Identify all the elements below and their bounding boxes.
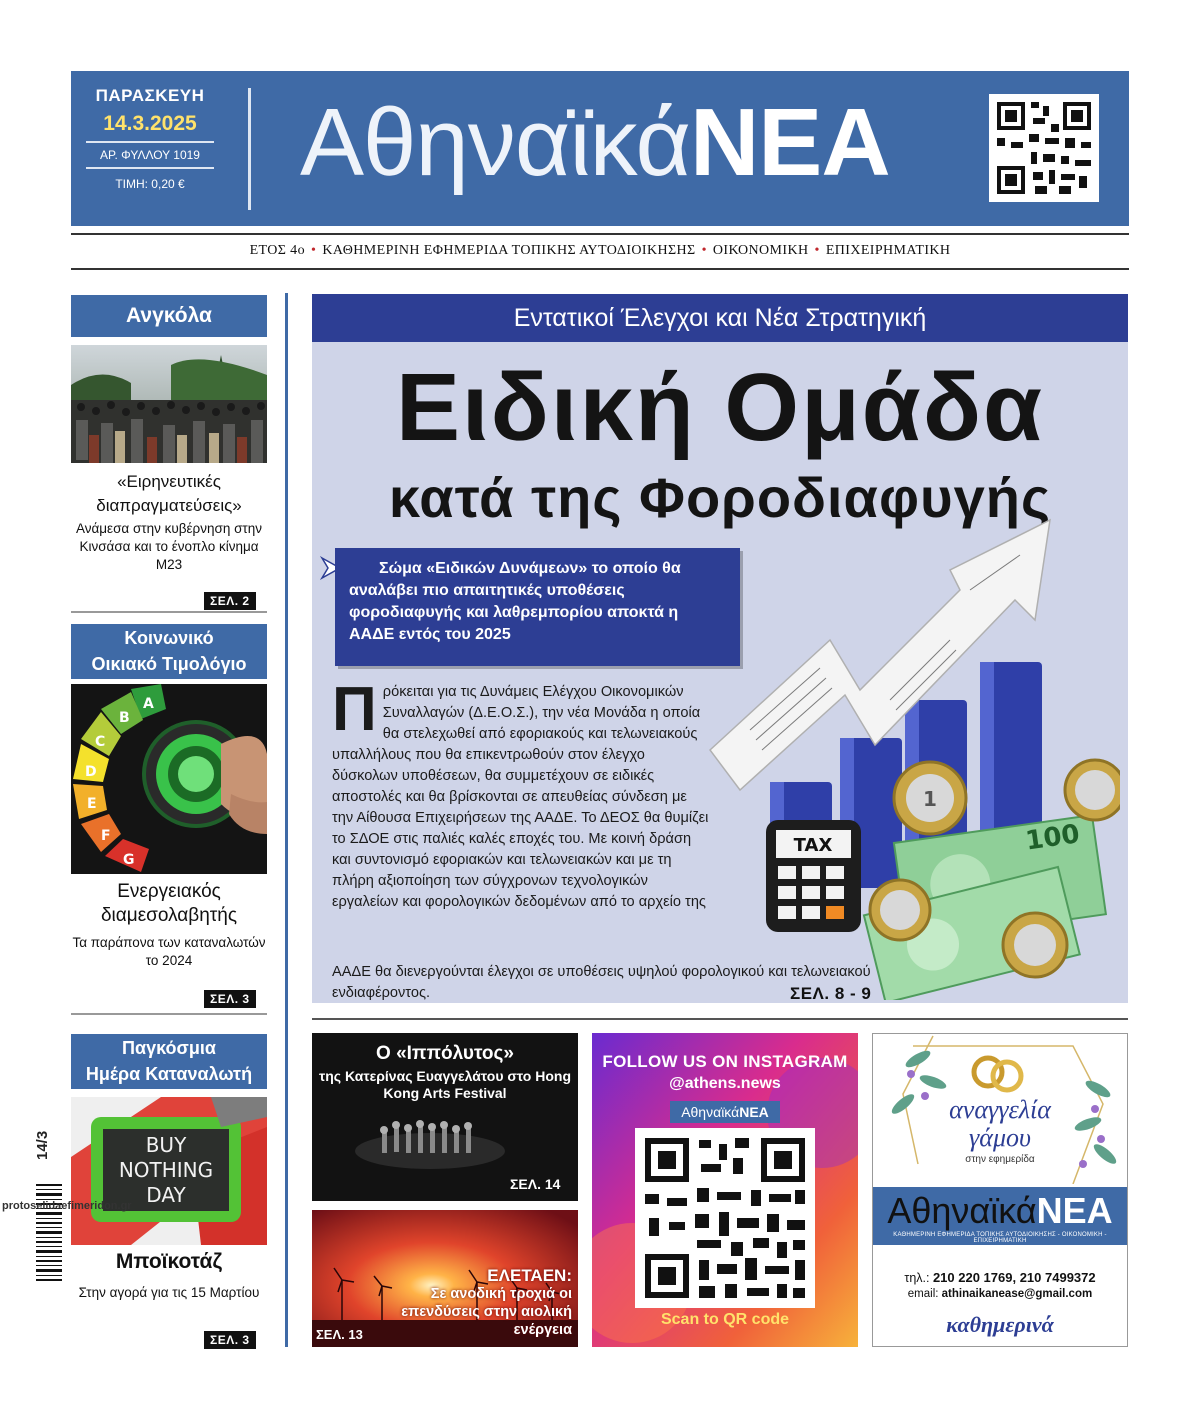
wedding-subtitle: στην εφημερίδα [965,1154,1035,1165]
divider [86,167,214,169]
consumer-subtitle: Στην αγορά για τις 15 Μαρτίου [78,1285,260,1300]
divider [71,611,267,613]
tagline-economic: ΟΙΚΟΝΟΜΙΚΗ [712,243,809,258]
sign-line-day: DAY [146,1183,186,1207]
main-body-tail: ΑΑΔΕ θα διενεργούνται έλεγχοι σε υποθέσεις υψηλού φορολογικού και τελωνειακού ενδιαφέροντος. [332,964,871,1001]
main-summary-text: Σώμα «Ειδικών Δυνάμεων» το οποίο θα αναλάβει πιο απαιτητικές υποθέσεις φοροδιαφυγής και λαθρεμπορίου αποκτά η ΑΑΔΕ εντός του 2025 [349,560,681,643]
wedding-title [872,1096,1128,1152]
logo-bold-text: ΝΕΑ [1036,1190,1113,1231]
barcode-icon [34,1180,64,1290]
date-box [80,80,220,210]
phone-label: τηλ.: [904,1271,930,1285]
energy-label-c: C [95,734,106,750]
phone-numbers: 210 220 1769, 210 7499372 [932,1270,1096,1285]
hippolytus-subtitle: της Κατερίνας Ευαγγελάτου στο Hong Kong Arts Festival [319,1068,571,1101]
main-subheadline[interactable]: κατά της Φοροδιαφυγής [388,466,1052,529]
energy-label-d: D [85,764,97,780]
masthead-divider [248,88,251,210]
main-kicker[interactable]: Εντατικοί Έλεγχοι και Νέα Στρατηγική [312,294,1128,342]
banknote-value: 100 [1023,819,1082,857]
price: ΤΙΜΗ: 0,20 € [115,177,185,191]
logo-bold-text: ΝΕΑ [689,89,890,196]
logo-bold-text: ΝΕΑ [739,1104,769,1120]
logo-light-text: Αθηναϊκά [681,1104,740,1120]
wedding-newspaper-logo [873,1190,1127,1232]
angola-page-ref[interactable]: ΣΕΛ. 2 [204,592,256,610]
main-headline[interactable]: Ειδική Ομάδα [395,354,1045,461]
tax-chart-illustration [690,500,1120,1000]
email-label: email: [907,1288,939,1300]
wedding-daily-label: καθημερινά [946,1312,1054,1337]
instagram-qr-code-icon[interactable] [635,1128,815,1308]
main-summary[interactable] [335,548,740,666]
eletaen-story[interactable] [400,1267,572,1339]
main-page-ref[interactable]: ΣΕΛ. 8 - 9 [790,984,872,1003]
instagram-scan-label: Scan to QR code [660,1311,790,1328]
energy-label-g: G [123,852,135,868]
energy-headline[interactable]: Ενεργειακός διαμεσολαβητής [100,881,238,926]
angola-section-header[interactable]: Ανγκόλα [71,295,267,337]
instagram-follow-text: FOLLOW US ON INSTAGRAM [602,1052,848,1071]
sign-line-buy: BUY [145,1133,187,1157]
wedding-title-line2: γάμου [969,1123,1031,1152]
hippolytus-page-ref[interactable]: ΣΕΛ. 14 [510,1176,561,1192]
energy-header-line2: Οικιακό Τιμολόγιο [91,654,247,674]
tagline-business: ΕΠΙΧΕΙΡΗΜΑΤΙΚΗ [825,243,951,258]
email-address: athinaikanease@gmail.com [941,1288,1093,1300]
column-divider [285,293,288,1347]
wedding-phone[interactable] [872,1270,1128,1285]
main-body [332,675,712,913]
consumer-page-ref[interactable]: ΣΕΛ. 3 [204,1331,256,1349]
edge-date: 14/3 [34,1130,51,1160]
instagram-newspaper-logo [670,1101,780,1123]
wedding-logo-tagline: ΚΑΘΗΜΕΡΙΝΗ ΕΦΗΜΕΡΙΔΑ ΤΟΠΙΚΗΣ ΑΥΤΟΔΙΟΙΚΗΣΗΣ - ΟΙΚΟΝΟΜΙΚΗ - ΕΠΙΧΕΙΡΗΜΑΤΙΚΗ [893,1232,1107,1244]
consumer-section-header[interactable] [71,1034,267,1089]
energy-label-e: E [87,796,97,812]
watermark: protoselidaefimeridon.gr [2,1200,132,1212]
energy-subtitle: Τα παράπονα των καταναλωτών το 2024 [72,935,266,968]
wedding-email[interactable] [872,1288,1128,1300]
eletaen-headline: ΕΛΕΤΑΕΝ: [487,1266,572,1285]
consumer-header-line2: Ημέρα Καταναλωτή [85,1064,253,1084]
coin-value: 1 [923,787,937,811]
energy-rating-photo[interactable] [71,684,267,874]
issue-date: 14.3.2025 [103,112,197,135]
sign-line-nothing: NOTHING [118,1158,214,1182]
eletaen-subtitle: Σε ανοδική τροχιά οι επενδύσεις στην αιολική ενέργεια [401,1286,572,1338]
energy-section-header[interactable] [71,624,267,679]
consumer-header-line1: Παγκόσμια [122,1038,216,1058]
energy-header-line1: Κοινωνικό [124,628,214,648]
divider [312,1018,1128,1020]
angola-headline[interactable]: «Ειρηνευτικές διαπραγματεύσεις» [96,472,242,515]
drop-cap: Π [332,675,377,744]
logo-light-text: Αθηναϊκά [887,1190,1037,1231]
angola-photo[interactable] [71,345,267,463]
instagram-handle[interactable]: @athens.news [669,1075,781,1092]
energy-label-b: B [119,710,130,726]
tagline: ΕΤΟΣ 4ο • ΚΑΘΗΜΕΡΙΝΗ ΕΦΗΜΕΡΙΔΑ ΤΟΠΙΚΗΣ ΑΥΤΟΔΙΟΙΚΗΣΗΣ • ΟΙΚΟΝΟΜΙΚΗ • ΕΠΙΧΕΙΡΗΜΑΤΙΚΗ [71,233,1129,270]
divider [71,1013,267,1015]
hippolytus-headline[interactable]: Ο «Ιππόλυτος» [376,1043,514,1064]
wedding-title-line1: αναγγελία [949,1095,1051,1124]
buy-nothing-day-photo[interactable] [71,1097,267,1245]
energy-label-f: F [101,828,111,844]
divider [86,141,214,143]
day-name: ΠΑΡΑΣΚΕΥΗ [95,86,205,105]
consumer-headline[interactable]: Μποϊκοτάζ [115,1250,223,1273]
tagline-year: ΕΤΟΣ 4ο [249,243,305,258]
angola-subtitle: Ανάμεσα στην κυβέρνηση στην Κινσάσα και το ένοπλο κίνημα Μ23 [75,521,263,572]
main-body-text: ρόκειται για τις Δυνάμεις Ελέγχου Οικονομικών Συναλλαγών (Δ.Ε.Ο.Σ.), την νέα Μονάδα η οποία θα στελεχωθεί από εφοριακούς και τελωνειακούς υπαλλήλους που θα επικεντρωθούν στον έλεγχο δύσκολων υποθέσεων, θα συμμετέχουν σε ειδικές αποστολές και θα βρίσκονται σε απευθείας σύνδεση με την Αίθουσα Επιχειρήσεων της ΑΑΔΕ. Το ΔΕΟΣ θα θυμίζει το ΣΔΟΕ στις παλιές καλές εποχές του. Με κοινή δράση και συντονισμό εφοριακών και τελωνειακών και με τη πλήρη αξιοποίηση των σύγχρονων τεχνολογικών εργαλείων και φορολογικών δεδομένων από το αρχείο της [332,684,709,910]
energy-page-ref[interactable]: ΣΕΛ. 3 [204,990,256,1008]
calculator-tax-label: TAX [793,835,833,856]
logo-light-text: Αθηναϊκά [300,89,690,196]
tagline-daily: ΚΑΘΗΜΕΡΙΝΗ ΕΦΗΜΕΡΙΔΑ ΤΟΠΙΚΗΣ ΑΥΤΟΔΙΟΙΚΗΣΗΣ [322,243,696,258]
eletaen-page-ref[interactable]: ΣΕΛ. 13 [316,1327,363,1342]
qr-code-icon[interactable] [989,94,1099,202]
newspaper-logo[interactable] [300,88,890,198]
energy-label-a: A [143,696,154,712]
issue-number: ΑΡ. ΦΥΛΛΟΥ 1019 [100,148,200,162]
